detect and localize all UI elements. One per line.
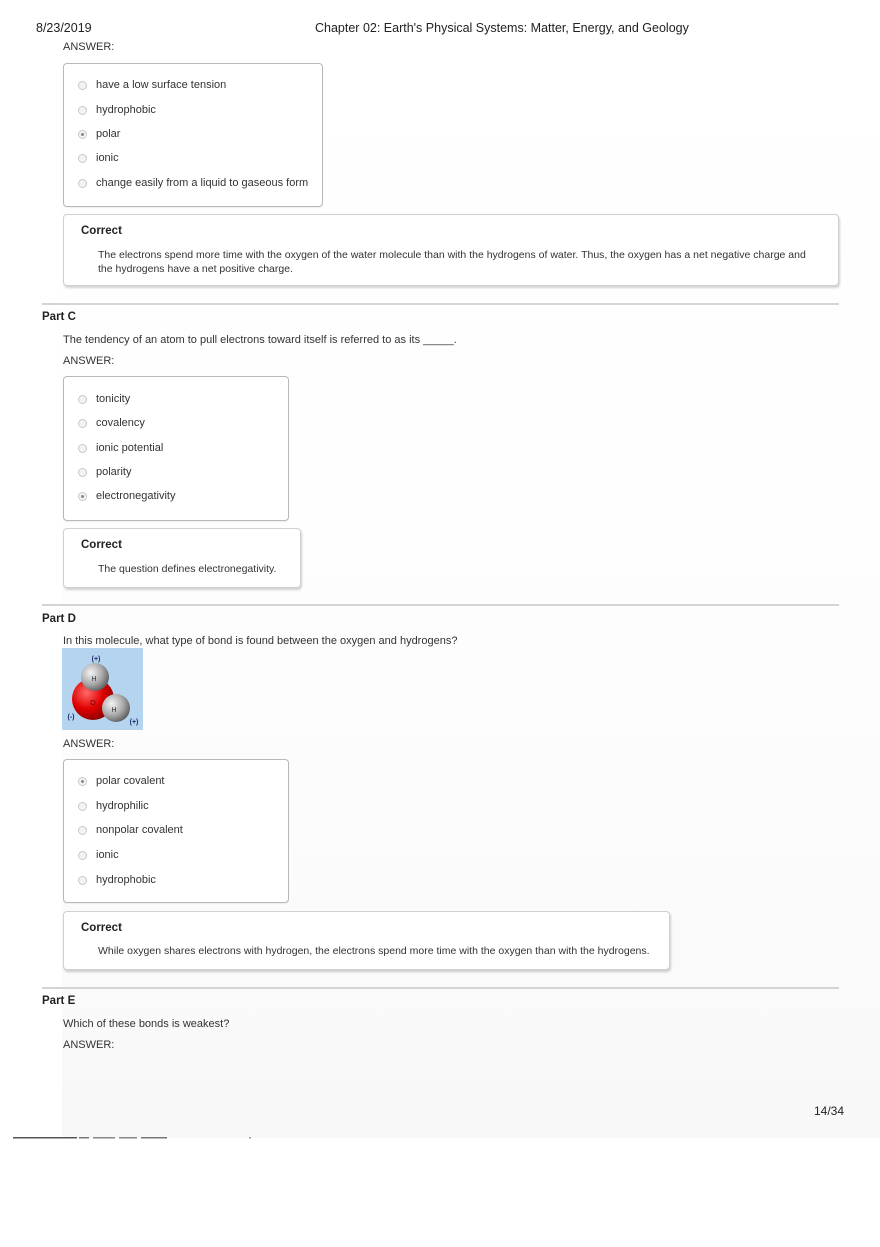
feedback-title: Correct [81,539,122,551]
answer-option[interactable] [78,417,145,429]
feedback-text: While oxygen shares electrons with hydrogen, the electrons spend more time with the oxygen than with the hydrogens. [98,945,650,957]
answer-option[interactable] [78,466,131,478]
positive-charge-label: (+) [91,656,101,663]
answer-option[interactable] [78,442,163,454]
answer-option[interactable] [78,800,149,812]
answer-label: ANSWER: [63,41,115,53]
feedback-panel [63,528,301,588]
question-text: Which of these bonds is weakest? [63,1018,230,1030]
answer-choices [63,759,289,903]
negative-charge-label: (-) [67,714,75,721]
radio-button[interactable] [78,826,87,835]
feedback-text: The question defines electronegativity. [98,563,277,575]
radio-button[interactable] [78,154,87,163]
option-label: polarity [96,466,132,478]
answer-option[interactable] [78,775,165,787]
part-c-label: Part C [42,311,76,323]
option-label: change easily from a liquid to gaseous form [96,177,309,189]
radio-button[interactable] [78,419,87,428]
option-label: tonicity [96,393,131,405]
option-label: covalency [96,417,145,429]
radio-button[interactable] [78,851,87,860]
positive-charge-label: (+) [129,719,139,726]
answer-choices [63,376,289,521]
answer-option[interactable] [78,849,119,861]
question-text: In this molecule, what type of bond is found between the oxygen and hydrogens? [63,635,458,647]
answer-option[interactable] [78,490,176,502]
feedback-title: Correct [81,225,122,237]
answer-option[interactable] [78,393,130,405]
option-label: hydrophilic [96,800,149,812]
feedback-panel [63,214,839,286]
answer-choices [63,63,323,207]
water-molecule-diagram [62,648,143,730]
question-text: The tendency of an atom to pull electrons toward itself is referred to as its _____. [63,334,457,346]
section-divider [42,987,839,989]
answer-option[interactable] [78,152,119,164]
feedback-text-line: The electrons spend more time with the oxygen of the water molecule than with the hydrogens of water. Thus, the oxygen has a net negative charge and [98,249,806,261]
radio-button[interactable] [78,802,87,811]
page-number: 14/34 [814,1104,845,1118]
feedback-title: Correct [81,922,122,934]
print-date: 8/23/2019 [36,21,92,35]
answer-option[interactable] [78,177,308,189]
option-label: nonpolar covalent [96,824,183,836]
answer-label: ANSWER: [63,738,115,750]
part-e-label: Part E [42,995,76,1007]
option-label: ionic potential [96,442,164,454]
option-label: hydrophobic [96,874,156,886]
radio-button-selected[interactable] [78,777,87,786]
answer-option[interactable] [78,104,156,116]
answer-option[interactable] [78,824,183,836]
feedback-text-line: the hydrogens have a net positive charge. [98,263,293,275]
option-label: have a low surface tension [96,79,227,91]
feedback-panel [63,911,670,970]
radio-button[interactable] [78,81,87,90]
answer-label: ANSWER: [63,1039,115,1051]
radio-button[interactable] [78,444,87,453]
option-label: ionic [96,849,119,861]
answer-option[interactable] [78,128,120,140]
answer-option[interactable] [78,79,226,91]
hydrogen-label: H [91,676,97,683]
option-label: electronegativity [96,490,176,502]
radio-button-selected[interactable] [78,130,87,139]
option-label: polar [96,128,121,140]
radio-button[interactable] [78,106,87,115]
section-divider [42,303,839,305]
part-d-label: Part D [42,613,76,625]
answer-label: ANSWER: [63,355,115,367]
hydrogen-label: H [111,707,117,714]
answer-option[interactable] [78,874,156,886]
radio-button[interactable] [78,876,87,885]
option-label: hydrophobic [96,104,156,116]
section-divider [42,604,839,606]
document-title: Chapter 02: Earth's Physical Systems: Matter, Energy, and Geology [315,21,689,35]
radio-button[interactable] [78,468,87,477]
radio-button-selected[interactable] [78,492,87,501]
radio-button[interactable] [78,179,87,188]
water-molecule-image [62,648,143,730]
footer-rule [13,1137,253,1139]
option-label: polar covalent [96,775,165,787]
oxygen-label: O [90,700,96,707]
option-label: ionic [96,152,119,164]
radio-button[interactable] [78,395,87,404]
